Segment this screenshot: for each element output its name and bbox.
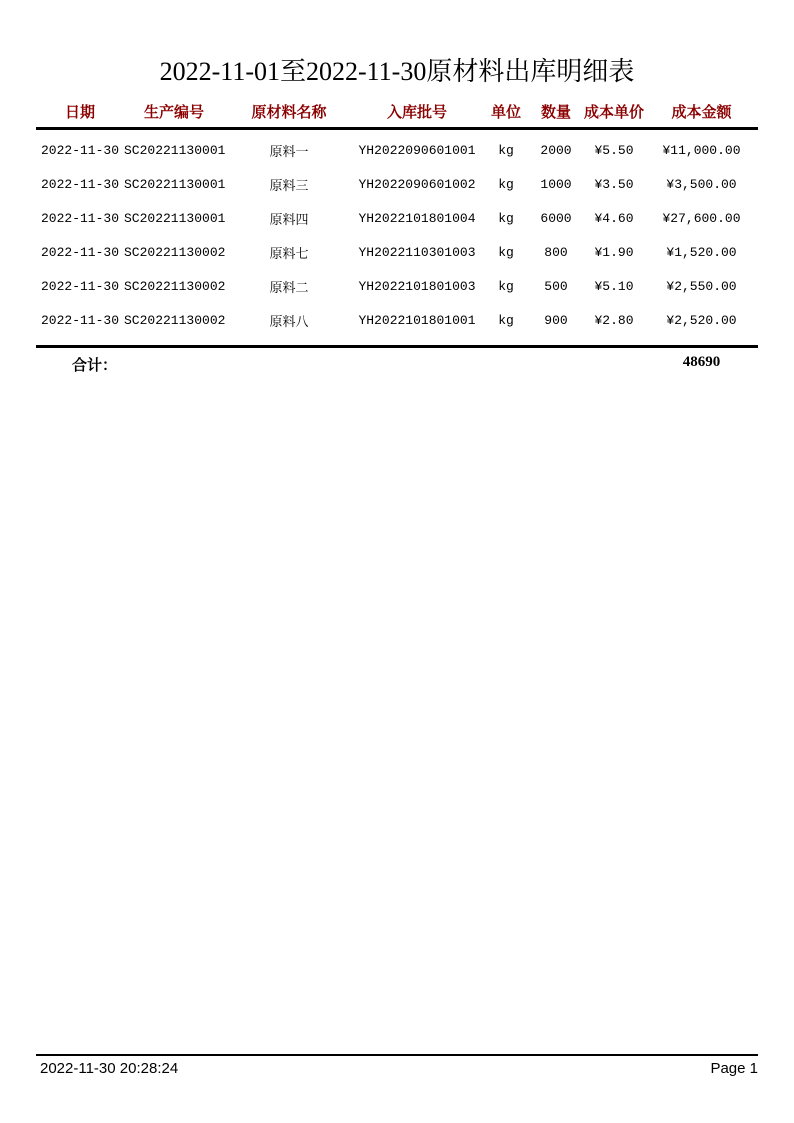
footer-divider-rule <box>36 1054 758 1056</box>
col-header-date: 日期 <box>64 104 95 121</box>
table-row <box>36 167 755 201</box>
footer-page-number: Page 1 <box>710 1060 758 1077</box>
cell-cost-amount: ¥2,550.00 <box>666 278 737 294</box>
cell-production-no: SC20221130002 <box>124 312 226 328</box>
cell-material-name: 原料七 <box>269 246 309 262</box>
cell-date: 2022-11-30 <box>40 210 119 226</box>
cell-batch-no: YH2022110301003 <box>358 244 476 260</box>
cell-quantity: 500 <box>544 278 568 294</box>
col-header-production-no: 生产编号 <box>143 104 204 121</box>
header-divider-rule <box>36 127 758 130</box>
cell-unit: kg <box>498 244 514 260</box>
table-header-row <box>36 102 755 124</box>
total-divider-rule <box>36 345 758 348</box>
cell-batch-no: YH2022101801003 <box>358 278 476 294</box>
cell-cost-amount: ¥2,520.00 <box>666 312 737 328</box>
table-row <box>36 235 755 269</box>
cell-unit-cost: ¥2.80 <box>594 312 634 328</box>
cell-unit-cost: ¥4.60 <box>594 210 634 226</box>
cell-material-name: 原料八 <box>269 314 309 330</box>
cell-production-no: SC20221130001 <box>124 210 226 226</box>
cell-quantity: 1000 <box>540 176 572 192</box>
cell-unit-cost: ¥3.50 <box>594 176 634 192</box>
cell-date: 2022-11-30 <box>40 142 119 158</box>
cell-batch-no: YH2022090601002 <box>358 176 476 192</box>
cell-production-no: SC20221130002 <box>124 278 226 294</box>
table-row <box>36 133 755 167</box>
cell-date: 2022-11-30 <box>40 244 119 260</box>
cell-unit: kg <box>498 278 514 294</box>
cell-batch-no: YH2022101801001 <box>358 312 476 328</box>
table-row <box>36 201 755 235</box>
col-header-cost-amount: 成本金额 <box>671 104 732 121</box>
cell-cost-amount: ¥3,500.00 <box>666 176 737 192</box>
col-header-quantity: 数量 <box>540 104 571 121</box>
cell-cost-amount: ¥27,600.00 <box>662 210 741 226</box>
page-title: 2022-11-01至2022-11-30原材料出库明细表 <box>159 57 635 86</box>
cell-material-name: 原料二 <box>269 280 309 296</box>
cell-unit-cost: ¥5.50 <box>594 142 634 158</box>
cell-unit-cost: ¥5.10 <box>594 278 634 294</box>
table-row <box>36 303 755 337</box>
col-header-unit-cost: 成本单价 <box>583 104 644 121</box>
cell-production-no: SC20221130002 <box>124 244 226 260</box>
cell-date: 2022-11-30 <box>40 312 119 328</box>
cell-quantity: 6000 <box>540 210 572 226</box>
cell-production-no: SC20221130001 <box>124 176 226 192</box>
cell-material-name: 原料一 <box>269 144 309 160</box>
cell-date: 2022-11-30 <box>40 176 119 192</box>
total-label: 合计： <box>72 357 118 374</box>
cell-unit: kg <box>498 210 514 226</box>
cell-cost-amount: ¥1,520.00 <box>666 244 737 260</box>
cell-batch-no: YH2022090601001 <box>358 142 476 158</box>
cell-production-no: SC20221130001 <box>124 142 226 158</box>
cell-cost-amount: ¥11,000.00 <box>662 142 741 158</box>
table-row <box>36 269 755 303</box>
cell-date: 2022-11-30 <box>40 278 119 294</box>
total-value: 48690 <box>682 354 721 370</box>
cell-material-name: 原料三 <box>269 178 309 194</box>
col-header-batch-no: 入库批号 <box>386 104 447 121</box>
col-header-unit: 单位 <box>490 104 521 121</box>
footer-timestamp: 2022-11-30 20:28:24 <box>40 1060 179 1077</box>
cell-quantity: 800 <box>544 244 568 260</box>
cell-batch-no: YH2022101801004 <box>358 210 476 226</box>
cell-quantity: 900 <box>544 312 568 328</box>
cell-unit: kg <box>498 312 514 328</box>
col-header-material-name: 原材料名称 <box>251 104 327 121</box>
cell-quantity: 2000 <box>540 142 572 158</box>
cell-unit: kg <box>498 142 514 158</box>
table-body <box>36 133 755 337</box>
cell-unit-cost: ¥1.90 <box>594 244 634 260</box>
cell-material-name: 原料四 <box>269 212 309 228</box>
cell-unit: kg <box>498 176 514 192</box>
